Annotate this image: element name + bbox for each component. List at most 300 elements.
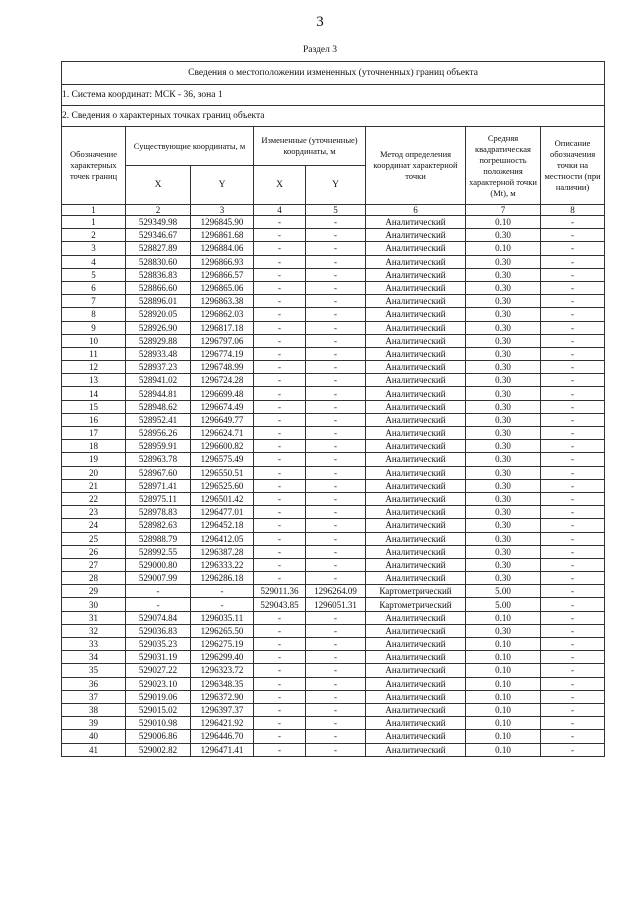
column-number: 7 (466, 205, 541, 216)
changed-x-cell: - (254, 268, 306, 281)
changed-x-cell: - (254, 255, 306, 268)
description-cell: - (541, 281, 605, 294)
description-cell: - (541, 690, 605, 703)
method-cell: Аналитический (366, 677, 466, 690)
changed-x-cell: - (254, 532, 306, 545)
table-row (62, 295, 605, 308)
existing-x-cell: 529019.06 (126, 690, 191, 703)
mean-error-cell: 0.30 (466, 361, 541, 374)
table-row (62, 611, 605, 624)
point-number-cell: 36 (62, 677, 126, 690)
existing-y-cell: 1296866.57 (191, 268, 254, 281)
column-number: 1 (62, 205, 126, 216)
mean-error-cell: 0.10 (466, 651, 541, 664)
method-cell: Аналитический (366, 717, 466, 730)
existing-y-cell: 1296275.19 (191, 638, 254, 651)
method-cell: Аналитический (366, 532, 466, 545)
method-cell: Аналитический (366, 611, 466, 624)
existing-y-cell: 1296397.37 (191, 703, 254, 716)
description-cell: - (541, 611, 605, 624)
method-cell: Аналитический (366, 572, 466, 585)
description-cell: - (541, 545, 605, 558)
existing-x-cell: 529027.22 (126, 664, 191, 677)
table-row (62, 216, 605, 229)
point-number-cell: 7 (62, 295, 126, 308)
table-row (62, 453, 605, 466)
existing-y-cell: 1296600.82 (191, 440, 254, 453)
mean-error-cell: 0.30 (466, 532, 541, 545)
point-number-cell: 1 (62, 216, 126, 229)
changed-y-cell: - (306, 545, 366, 558)
changed-x-cell: - (254, 295, 306, 308)
existing-y-cell: 1296412.05 (191, 532, 254, 545)
table-row (62, 730, 605, 743)
point-number-cell: 32 (62, 624, 126, 637)
existing-x-cell: 528978.83 (126, 506, 191, 519)
mean-error-cell: 0.10 (466, 743, 541, 756)
existing-y-cell: 1296501.42 (191, 492, 254, 505)
point-number-cell: 16 (62, 413, 126, 426)
mean-error-cell: 0.30 (466, 308, 541, 321)
method-cell: Аналитический (366, 216, 466, 229)
point-number-cell: 27 (62, 558, 126, 571)
method-cell: Аналитический (366, 281, 466, 294)
method-cell: Аналитический (366, 545, 466, 558)
table-row (62, 598, 605, 611)
changed-x-cell: - (254, 703, 306, 716)
method-cell: Аналитический (366, 229, 466, 242)
table-row (62, 677, 605, 690)
method-cell: Аналитический (366, 664, 466, 677)
table-row (62, 387, 605, 400)
existing-y-cell: 1296884.06 (191, 242, 254, 255)
table-row (62, 440, 605, 453)
header-existing-coords: Существующие координаты, м (126, 127, 254, 166)
existing-y-cell: 1296863.38 (191, 295, 254, 308)
mean-error-cell: 0.10 (466, 664, 541, 677)
table-row (62, 743, 605, 756)
point-number-cell: 28 (62, 572, 126, 585)
column-number: 4 (254, 205, 306, 216)
description-cell: - (541, 479, 605, 492)
description-cell: - (541, 308, 605, 321)
existing-x-cell: 529031.19 (126, 651, 191, 664)
changed-x-cell: - (254, 624, 306, 637)
mean-error-cell: 0.30 (466, 413, 541, 426)
method-cell: Аналитический (366, 453, 466, 466)
point-number-cell: 3 (62, 242, 126, 255)
mean-error-cell: 0.10 (466, 730, 541, 743)
changed-y-cell: - (306, 453, 366, 466)
description-cell: - (541, 255, 605, 268)
changed-x-cell: - (254, 479, 306, 492)
existing-y-cell: 1296724.28 (191, 374, 254, 387)
table-row (62, 717, 605, 730)
mean-error-cell: 5.00 (466, 585, 541, 598)
mean-error-cell: 0.30 (466, 519, 541, 532)
table-body (62, 216, 605, 757)
existing-x-cell: 528982.63 (126, 519, 191, 532)
description-cell: - (541, 400, 605, 413)
existing-x-cell: 529000.80 (126, 558, 191, 571)
description-cell: - (541, 466, 605, 479)
existing-x-cell: 528975.11 (126, 492, 191, 505)
changed-x-cell: - (254, 572, 306, 585)
changed-x-cell: - (254, 743, 306, 756)
header-changed-coords: Измененные (уточненные) координаты, м (254, 127, 366, 166)
points-heading: 2. Сведения о характерных точках границ объекта (62, 106, 605, 127)
point-number-cell: 40 (62, 730, 126, 743)
header-existing-y: Y (191, 166, 254, 205)
header-existing-x: X (126, 166, 191, 205)
existing-y-cell: 1296861.68 (191, 229, 254, 242)
changed-y-cell: - (306, 492, 366, 505)
changed-y-cell: - (306, 651, 366, 664)
description-cell: - (541, 387, 605, 400)
changed-x-cell: - (254, 717, 306, 730)
column-numbers-row (62, 205, 605, 216)
changed-y-cell: - (306, 387, 366, 400)
point-number-cell: 25 (62, 532, 126, 545)
method-cell: Аналитический (366, 519, 466, 532)
changed-x-cell: - (254, 611, 306, 624)
method-cell: Аналитический (366, 361, 466, 374)
changed-x-cell: - (254, 492, 306, 505)
point-number-cell: 21 (62, 479, 126, 492)
description-cell: - (541, 427, 605, 440)
mean-error-cell: 0.30 (466, 255, 541, 268)
changed-y-cell: - (306, 229, 366, 242)
table-row (62, 308, 605, 321)
method-cell: Аналитический (366, 651, 466, 664)
mean-error-cell: 0.30 (466, 466, 541, 479)
changed-y-cell: - (306, 558, 366, 571)
point-number-cell: 6 (62, 281, 126, 294)
existing-y-cell: 1296525.60 (191, 479, 254, 492)
existing-x-cell: 529006.86 (126, 730, 191, 743)
existing-y-cell: 1296866.93 (191, 255, 254, 268)
method-cell: Аналитический (366, 440, 466, 453)
description-cell: - (541, 598, 605, 611)
existing-y-cell: 1296452.18 (191, 519, 254, 532)
changed-y-cell: - (306, 572, 366, 585)
column-number: 5 (306, 205, 366, 216)
existing-x-cell: 528944.81 (126, 387, 191, 400)
changed-x-cell: - (254, 545, 306, 558)
description-cell: - (541, 440, 605, 453)
mean-error-cell: 0.10 (466, 242, 541, 255)
changed-x-cell: - (254, 664, 306, 677)
changed-x-cell: - (254, 427, 306, 440)
description-cell: - (541, 413, 605, 426)
description-cell: - (541, 268, 605, 281)
table-row (62, 281, 605, 294)
existing-x-cell: 528959.91 (126, 440, 191, 453)
mean-error-cell: 0.30 (466, 506, 541, 519)
description-cell: - (541, 519, 605, 532)
description-cell: - (541, 638, 605, 651)
changed-x-cell: - (254, 347, 306, 360)
description-cell: - (541, 572, 605, 585)
changed-x-cell: - (254, 558, 306, 571)
table-row (62, 519, 605, 532)
point-number-cell: 18 (62, 440, 126, 453)
existing-y-cell: 1296421.92 (191, 717, 254, 730)
existing-y-cell: 1296774.19 (191, 347, 254, 360)
method-cell: Аналитический (366, 308, 466, 321)
existing-x-cell: 528988.79 (126, 532, 191, 545)
point-number-cell: 8 (62, 308, 126, 321)
existing-x-cell: 528827.89 (126, 242, 191, 255)
changed-y-cell: - (306, 532, 366, 545)
table-row (62, 664, 605, 677)
mean-error-cell: 0.30 (466, 374, 541, 387)
boundary-points-table (61, 61, 605, 757)
point-number-cell: 39 (62, 717, 126, 730)
column-number: 6 (366, 205, 466, 216)
method-cell: Аналитический (366, 347, 466, 360)
existing-y-cell: 1296333.22 (191, 558, 254, 571)
method-cell: Аналитический (366, 334, 466, 347)
table-row (62, 703, 605, 716)
description-cell: - (541, 347, 605, 360)
changed-y-cell: - (306, 400, 366, 413)
changed-y-cell: - (306, 281, 366, 294)
changed-y-cell: - (306, 268, 366, 281)
point-number-cell: 30 (62, 598, 126, 611)
changed-y-cell: - (306, 361, 366, 374)
mean-error-cell: 0.30 (466, 479, 541, 492)
header-description: Описание обозначения точки на местности (при наличии) (541, 127, 605, 205)
method-cell: Аналитический (366, 295, 466, 308)
mean-error-cell: 0.30 (466, 347, 541, 360)
changed-x-cell: - (254, 281, 306, 294)
changed-x-cell: - (254, 466, 306, 479)
description-cell: - (541, 334, 605, 347)
description-cell: - (541, 374, 605, 387)
page-number: 3 (316, 14, 324, 30)
description-cell: - (541, 532, 605, 545)
changed-x-cell: - (254, 690, 306, 703)
method-cell: Аналитический (366, 743, 466, 756)
point-number-cell: 24 (62, 519, 126, 532)
point-number-cell: 37 (62, 690, 126, 703)
mean-error-cell: 0.30 (466, 334, 541, 347)
changed-y-cell: 1296051.31 (306, 598, 366, 611)
existing-y-cell: 1296387.28 (191, 545, 254, 558)
mean-error-cell: 0.30 (466, 281, 541, 294)
point-number-cell: 9 (62, 321, 126, 334)
existing-y-cell: 1296674.49 (191, 400, 254, 413)
changed-x-cell: - (254, 400, 306, 413)
changed-y-cell: - (306, 466, 366, 479)
point-number-cell: 2 (62, 229, 126, 242)
existing-y-cell: 1296035.11 (191, 611, 254, 624)
description-cell: - (541, 585, 605, 598)
mean-error-cell: 0.30 (466, 268, 541, 281)
changed-y-cell: - (306, 255, 366, 268)
header-point-designation: Обозначение характерных точек границ (62, 127, 126, 205)
table-row (62, 532, 605, 545)
description-cell: - (541, 677, 605, 690)
method-cell: Аналитический (366, 624, 466, 637)
changed-y-cell: - (306, 677, 366, 690)
table-row (62, 624, 605, 637)
mean-error-cell: 0.10 (466, 703, 541, 716)
existing-x-cell: - (126, 585, 191, 598)
point-number-cell: 11 (62, 347, 126, 360)
method-cell: Аналитический (366, 427, 466, 440)
mean-error-cell: 0.10 (466, 638, 541, 651)
changed-y-cell: - (306, 308, 366, 321)
mean-error-cell: 0.30 (466, 321, 541, 334)
mean-error-cell: 0.30 (466, 427, 541, 440)
existing-x-cell: 528933.48 (126, 347, 191, 360)
table-row (62, 361, 605, 374)
changed-x-cell: 529011.36 (254, 585, 306, 598)
existing-y-cell: 1296797.06 (191, 334, 254, 347)
existing-x-cell: - (126, 598, 191, 611)
header-method: Метод определения координат характерной точки (366, 127, 466, 205)
mean-error-cell: 0.10 (466, 677, 541, 690)
point-number-cell: 19 (62, 453, 126, 466)
point-number-cell: 34 (62, 651, 126, 664)
description-cell: - (541, 703, 605, 716)
point-number-cell: 12 (62, 361, 126, 374)
method-cell: Аналитический (366, 466, 466, 479)
table-row (62, 651, 605, 664)
point-number-cell: 13 (62, 374, 126, 387)
table-row (62, 558, 605, 571)
point-number-cell: 10 (62, 334, 126, 347)
description-cell: - (541, 453, 605, 466)
changed-x-cell: - (254, 519, 306, 532)
changed-y-cell: - (306, 413, 366, 426)
column-number: 2 (126, 205, 191, 216)
changed-y-cell: 1296264.09 (306, 585, 366, 598)
method-cell: Аналитический (366, 690, 466, 703)
existing-y-cell: 1296372.90 (191, 690, 254, 703)
method-cell: Аналитический (366, 255, 466, 268)
changed-x-cell: - (254, 374, 306, 387)
changed-y-cell: - (306, 611, 366, 624)
header-changed-y: Y (306, 166, 366, 205)
method-cell: Картометрический (366, 585, 466, 598)
point-number-cell: 17 (62, 427, 126, 440)
changed-x-cell: - (254, 242, 306, 255)
existing-x-cell: 528971.41 (126, 479, 191, 492)
existing-x-cell: 528941.02 (126, 374, 191, 387)
existing-y-cell: 1296265.50 (191, 624, 254, 637)
existing-x-cell: 529023.10 (126, 677, 191, 690)
changed-x-cell: - (254, 638, 306, 651)
method-cell: Аналитический (366, 387, 466, 400)
point-number-cell: 31 (62, 611, 126, 624)
table-row (62, 479, 605, 492)
mean-error-cell: 0.30 (466, 295, 541, 308)
existing-y-cell: - (191, 598, 254, 611)
table-row (62, 545, 605, 558)
existing-y-cell: 1296649.77 (191, 413, 254, 426)
changed-y-cell: - (306, 743, 366, 756)
method-cell: Аналитический (366, 558, 466, 571)
mean-error-cell: 5.00 (466, 598, 541, 611)
point-number-cell: 23 (62, 506, 126, 519)
changed-x-cell: - (254, 453, 306, 466)
mean-error-cell: 0.30 (466, 400, 541, 413)
changed-x-cell: - (254, 413, 306, 426)
changed-y-cell: - (306, 374, 366, 387)
method-cell: Аналитический (366, 321, 466, 334)
table-row (62, 427, 605, 440)
table-row (62, 413, 605, 426)
existing-y-cell: 1296748.99 (191, 361, 254, 374)
mean-error-cell: 0.10 (466, 216, 541, 229)
mean-error-cell: 0.10 (466, 611, 541, 624)
changed-x-cell: - (254, 361, 306, 374)
changed-y-cell: - (306, 216, 366, 229)
description-cell: - (541, 492, 605, 505)
existing-x-cell: 529074.84 (126, 611, 191, 624)
existing-x-cell: 528992.55 (126, 545, 191, 558)
point-number-cell: 26 (62, 545, 126, 558)
changed-x-cell: - (254, 334, 306, 347)
header-mean-error: Средняя квадратическая погрешность положения характерной точки (Mt), м (466, 127, 541, 205)
mean-error-cell: 0.10 (466, 717, 541, 730)
changed-x-cell: - (254, 229, 306, 242)
mean-error-cell: 0.30 (466, 440, 541, 453)
changed-x-cell: - (254, 651, 306, 664)
existing-y-cell: 1296348.35 (191, 677, 254, 690)
description-cell: - (541, 651, 605, 664)
changed-y-cell: - (306, 440, 366, 453)
method-cell: Аналитический (366, 730, 466, 743)
changed-y-cell: - (306, 624, 366, 637)
header-changed-x: X (254, 166, 306, 205)
changed-y-cell: - (306, 690, 366, 703)
existing-x-cell: 529007.99 (126, 572, 191, 585)
existing-x-cell: 528948.62 (126, 400, 191, 413)
table-row (62, 334, 605, 347)
point-number-cell: 20 (62, 466, 126, 479)
description-cell: - (541, 321, 605, 334)
existing-y-cell: 1296286.18 (191, 572, 254, 585)
existing-x-cell: 529036.83 (126, 624, 191, 637)
table-title: Сведения о местоположении измененных (уточненных) границ объекта (62, 62, 605, 85)
changed-y-cell: - (306, 347, 366, 360)
existing-x-cell: 529346.67 (126, 229, 191, 242)
changed-y-cell: - (306, 519, 366, 532)
mean-error-cell: 0.30 (466, 387, 541, 400)
changed-y-cell: - (306, 717, 366, 730)
description-cell: - (541, 361, 605, 374)
mean-error-cell: 0.30 (466, 545, 541, 558)
point-number-cell: 35 (62, 664, 126, 677)
existing-x-cell: 528956.26 (126, 427, 191, 440)
table-row (62, 506, 605, 519)
method-cell: Аналитический (366, 492, 466, 505)
existing-y-cell: 1296699.48 (191, 387, 254, 400)
existing-x-cell: 529002.82 (126, 743, 191, 756)
table-row (62, 374, 605, 387)
existing-x-cell: 528866.60 (126, 281, 191, 294)
table-row (62, 347, 605, 360)
mean-error-cell: 0.30 (466, 453, 541, 466)
changed-x-cell: - (254, 730, 306, 743)
description-cell: - (541, 624, 605, 637)
changed-y-cell: - (306, 506, 366, 519)
existing-x-cell: 529015.02 (126, 703, 191, 716)
